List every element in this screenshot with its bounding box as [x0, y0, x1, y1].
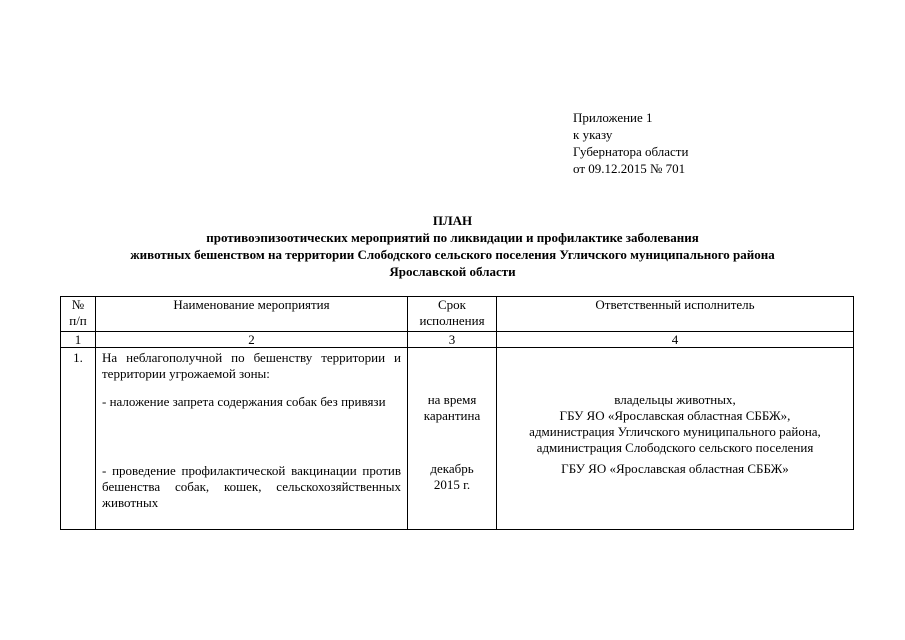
term-value: на время карантина [423, 392, 481, 423]
title-line: ПЛАН [432, 213, 473, 228]
header-executor: Ответственный исполнитель [497, 297, 854, 332]
appendix-line: Губернатора области [573, 144, 689, 159]
document-title [0, 212, 905, 280]
header-term: Срок исполнения [408, 297, 497, 332]
executor-cell [497, 348, 854, 530]
appendix-note [573, 109, 688, 177]
header-name: Наименование мероприятия [96, 297, 408, 332]
executor-line: администрация Слободского сельского поселения [536, 440, 814, 455]
table-header-row [61, 297, 854, 332]
appendix-line: от 09.12.2015 № 701 [573, 161, 686, 176]
executor-line: владельцы животных, [614, 392, 736, 407]
row-number-cell [61, 348, 96, 530]
measure-item: - наложение запрета содержания собак без привязи [102, 394, 386, 409]
term-value: декабрь 2015 г. [430, 461, 474, 492]
title-line: Ярославской области [389, 264, 516, 279]
executor-line: администрация Угличского муниципального района, [529, 424, 821, 439]
measure-cell [96, 348, 408, 530]
executor-block [500, 382, 850, 456]
term-cell [408, 348, 497, 530]
measure-item: - проведение профилактической вакцинации против бешенства собак, кошек, сельскохозяйственных животных [102, 463, 401, 510]
executor-line: ГБУ ЯО «Ярославская областная СББЖ», [559, 408, 791, 423]
column-number: 3 [408, 332, 497, 348]
column-number-row [61, 332, 854, 348]
column-number: 2 [96, 332, 408, 348]
row-number: 1. [73, 350, 83, 365]
appendix-line: Приложение 1 [573, 110, 653, 125]
row-intro: На неблагополучной по бешенству территории и территории угрожаемой зоны: [102, 350, 401, 381]
header-num: № п/п [61, 297, 96, 332]
title-line: животных бешенством на территории Слободского сельского поселения Угличского муниципального района [130, 247, 775, 262]
plan-table [60, 296, 854, 530]
table-row [61, 348, 854, 530]
title-line: противоэпизоотических мероприятий по ликвидации и профилактике заболевания [206, 230, 699, 245]
column-number: 4 [497, 332, 854, 348]
column-number: 1 [61, 332, 96, 348]
appendix-line: к указу [573, 127, 613, 142]
executor-block [500, 456, 850, 527]
executor-line: ГБУ ЯО «Ярославская областная СББЖ» [561, 461, 789, 476]
